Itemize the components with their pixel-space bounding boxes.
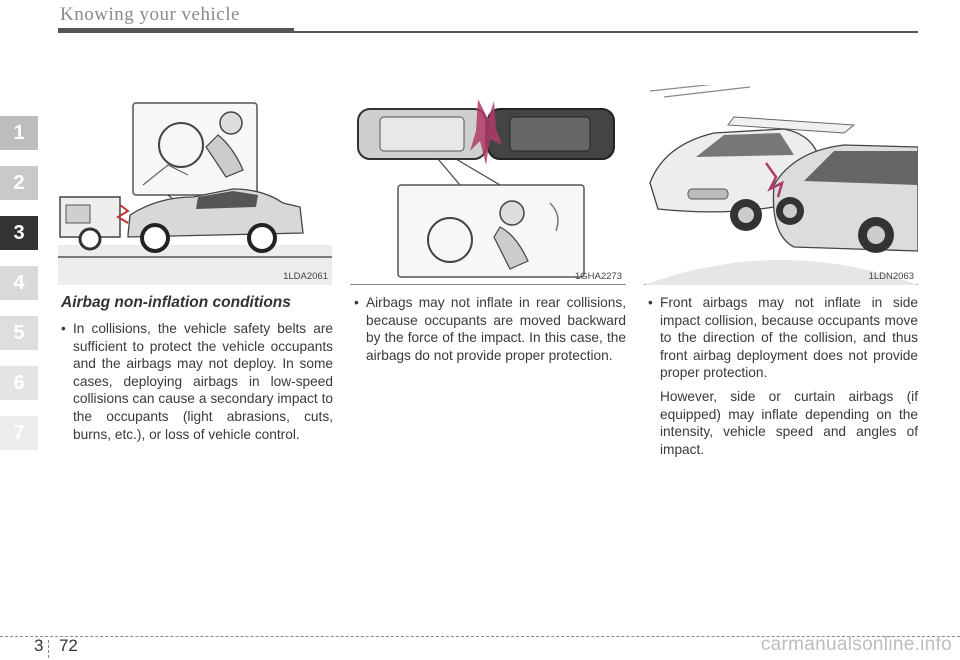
figure-side-impact [644,85,918,285]
low-speed-collision-illustration [58,85,332,285]
side-impact-illustration [644,85,918,285]
chapter-tab-7[interactable]: 7 [0,416,38,450]
right-column [648,294,918,464]
chapter-tab-5[interactable]: 5 [0,316,38,350]
bullet-glyph: • [61,321,66,336]
left-paragraph: In collisions, the vehicle safety belts are sufficient to protect the vehicle occupants and the airbags may not deploy. In some cases, deploying airbags in low-speed collisions can cause a secondary impact to the occupants (light abrasions, cuts, burns, etc.), or loss of vehicle control. [73,321,333,442]
page-number [34,636,78,656]
left-column [61,320,333,449]
chapter-tab-3[interactable]: 3 [0,216,38,250]
chapter-tab-1[interactable]: 1 [0,116,38,150]
chapter-tab-4[interactable]: 4 [0,266,38,300]
chapter-tabs [0,116,38,466]
running-header: Knowing your vehicle [60,4,240,25]
watermark: carmanualsonline.info [760,634,952,655]
bullet-glyph: • [648,295,653,310]
chapter-number: 3 [34,636,44,655]
right-paragraph-2: However, side or curtain airbags (if equipped) may inflate depending on the intensity, vehicle speed and angles of impact. [660,388,918,457]
middle-column [354,294,626,370]
figure-low-speed-collision [58,85,332,285]
right-paragraph-1: Front airbags may not inflate in side impact collision, because occupants move to the direction of the collision, and thus front airbag deployment does not provide proper protection. [660,295,918,381]
figure-rear-collision [350,85,626,285]
section-heading: Airbag non-inflation conditions [61,294,291,311]
page-number-value: 72 [58,636,78,655]
header-rule [58,31,918,33]
page-number-separator [48,640,49,658]
figure-code: 1LDA2061 [283,271,328,282]
figure-code: 1LDN2063 [868,271,914,282]
chapter-tab-6[interactable]: 6 [0,366,38,400]
rear-collision-illustration [350,85,626,285]
middle-paragraph: Airbags may not inflate in rear collisions, because occupants are moved backward by the force of the impact. In this case, the airbags do not provide proper protection. [366,295,626,363]
figure-code: 1GHA2273 [574,271,622,282]
bullet-glyph: • [354,295,359,310]
chapter-tab-2[interactable]: 2 [0,166,38,200]
